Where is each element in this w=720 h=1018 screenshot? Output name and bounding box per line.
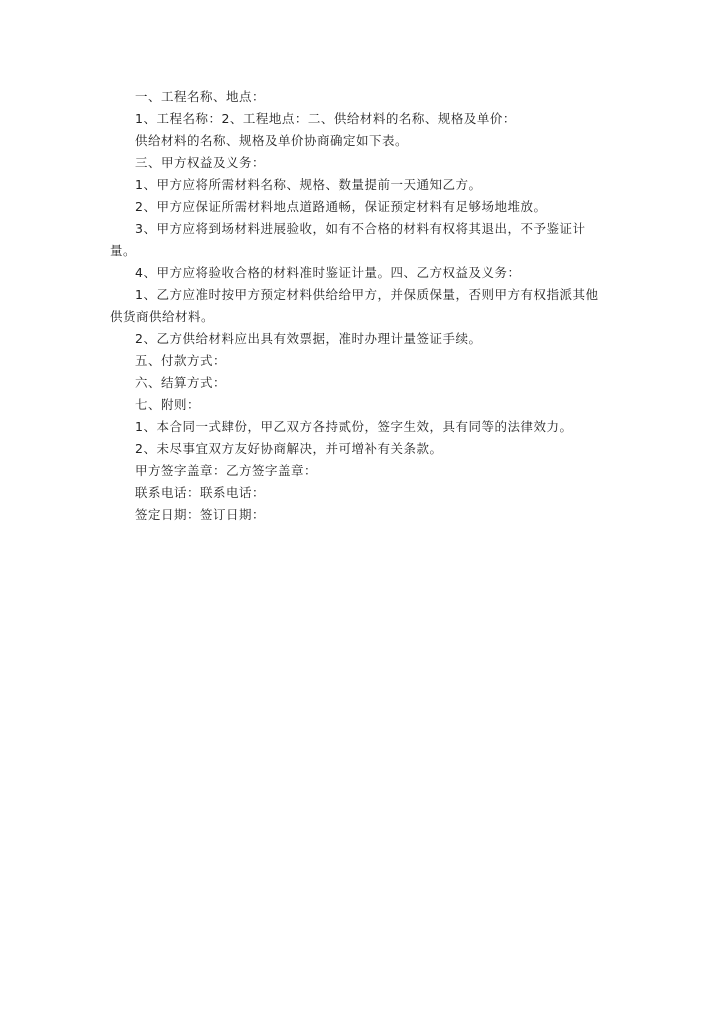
signing-date-line: 签定日期：签订日期： — [135, 507, 266, 522]
signature-line: 甲方签字盖章：乙方签字盖章： — [135, 463, 318, 478]
section-heading-payment: 五、付款方式： — [135, 353, 227, 368]
party-b-clause-1: 1、乙方应准时按甲方预定材料供给给甲方，并保质保量，否则甲方有权指派其他供货商供给材料。 — [110, 287, 599, 324]
party-a-clause-4: 4、甲方应将验收合格的材料准时鉴证计量。四、乙方权益及义务： — [135, 265, 521, 280]
appendix-clause-1: 1、本合同一式肆份，甲乙双方各持贰份，签字生效，具有同等的法律效力。 — [135, 419, 573, 434]
appendix-clause-2: 2、未尽事宜双方友好协商解决，并可增补有关条款。 — [135, 441, 443, 456]
party-a-clause-1: 1、甲方应将所需材料名称、规格、数量提前一天通知乙方。 — [135, 177, 482, 192]
section-heading-appendix: 七、附则： — [135, 397, 201, 412]
section-heading-party-a: 三、甲方权益及义务： — [135, 155, 266, 170]
section-heading-settlement: 六、结算方式： — [135, 375, 227, 390]
party-a-clause-3: 3、甲方应将到场材料进展验收，如有不合格的材料有权将其退出，不予鉴证计量。 — [110, 221, 586, 258]
contact-phone-line: 联系电话：联系电话： — [135, 485, 266, 500]
project-name-location-line: 1、工程名称：2、工程地点：二、供给材料的名称、规格及单价： — [135, 111, 516, 126]
party-b-clause-2: 2、乙方供给材料应出具有效票据，准时办理计量签证手续。 — [135, 331, 482, 346]
document-body — [110, 86, 610, 526]
party-a-clause-2: 2、甲方应保证所需材料地点道路通畅，保证预定材料有足够场地堆放。 — [135, 199, 547, 214]
section-heading-project: 一、工程名称、地点： — [135, 89, 266, 104]
material-pricing-line: 供给材料的名称、规格及单价协商确定如下表。 — [135, 133, 409, 148]
